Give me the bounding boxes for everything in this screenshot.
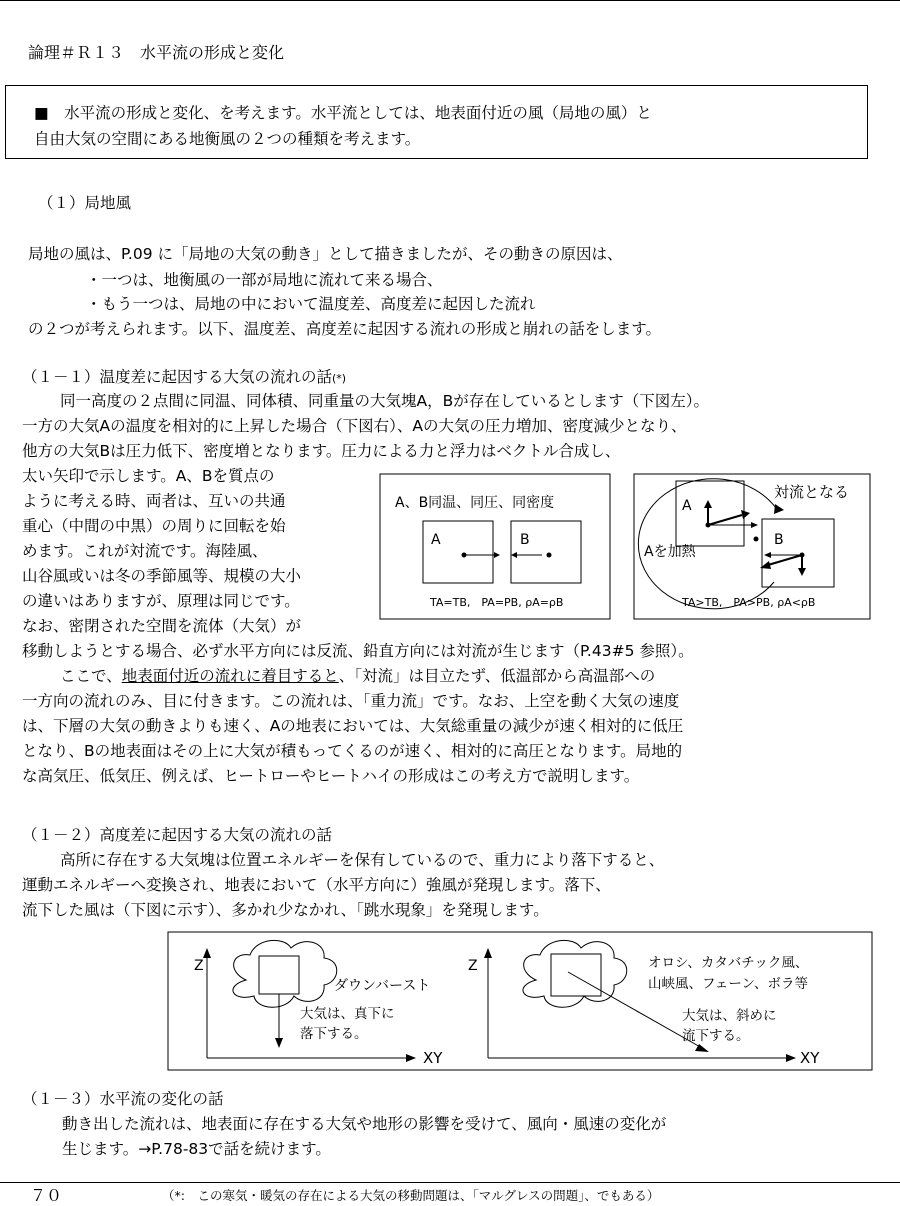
cloud-left bbox=[233, 940, 337, 1007]
air-parcel-right bbox=[551, 954, 601, 996]
section-1-1-line-2: 一方の大気Aの温度を相対的に上昇した場合（下図右）、Aの大気の圧力増加、密度減少となり、 bbox=[22, 417, 687, 435]
heating-label: Aを加熱 bbox=[644, 544, 696, 560]
section-1-1-wrap-4: めます。これが対流です。海陸風、 bbox=[22, 542, 268, 560]
xy-axis-left-head bbox=[406, 1054, 416, 1062]
footnote: （*: この寒気・暖気の存在による大気の移動問題は、「マルグレスの問題」、でもある） bbox=[162, 1188, 660, 1203]
resultant-arrow-a-head bbox=[741, 510, 750, 519]
section-1-1-line-9: な高気圧、低気圧、例えば、ヒートローやヒートハイの形成はこの考え方で説明します。 bbox=[22, 767, 640, 785]
section-1-1-line-4: 移動しようとする場合、必ず水平方向には反流、鉛直方向には対流が生じます（P.43#5 参照）。 bbox=[22, 642, 694, 660]
intro-line-2: 自由大気の空間にある地衡風の２つの種類を考えます。 bbox=[34, 130, 421, 148]
common-center bbox=[754, 537, 759, 542]
air-parcel-left bbox=[259, 956, 299, 994]
bottom-rule bbox=[0, 1182, 900, 1183]
z-axis-left-label: Z bbox=[194, 958, 204, 974]
section-1-1-wrap-5: 山谷風或いは冬の季節風等、規模の大小 bbox=[22, 567, 302, 585]
xy-axis-right-label: XY bbox=[800, 1049, 820, 1067]
section-1-bullet-2: ・もう一つは、局地の中において温度差、高度差に起因した流れ bbox=[86, 295, 536, 313]
z-axis-right-head bbox=[484, 948, 492, 958]
mass-point-a bbox=[462, 553, 467, 558]
xy-axis-right-head bbox=[786, 1054, 796, 1062]
box-b bbox=[511, 521, 581, 583]
heated-box-a-label: A bbox=[682, 498, 692, 514]
resultant-arrow-b bbox=[768, 555, 802, 565]
section-1-2-heading: （１－２）高度差に起因する大気の流れの話 bbox=[22, 826, 333, 844]
underlined-focus: 地表面付近の流れに着目すると bbox=[121, 667, 339, 685]
section-1-para-2: の２つが考えられます。以下、温度差、高度差に起因する流れの形成と崩れの話をします。 bbox=[28, 320, 662, 338]
falling-air-figure bbox=[166, 930, 876, 1075]
section-1-3-line-1: 動き出した流れは、地表面に存在する大気や地形の影響を受けて、風向・風速の変化が bbox=[62, 1115, 667, 1133]
section-1-2-line-2: 運動エネルギーへ変換され、地表において（水平方向に）強風が発現します。落下、 bbox=[22, 876, 611, 894]
right-panel-caption: TA>TB, PA>PB, ρA<ρB bbox=[682, 596, 816, 609]
arrow-b-to-a-head bbox=[511, 552, 517, 558]
footnote-mark: (*) bbox=[332, 372, 347, 385]
fall-caption-2: 落下する。 bbox=[300, 1026, 368, 1042]
section-1-1-line-6: 一方向の流れのみ、目に付きます。この流れは、「重力流」です。なお、上空を動く大気の速度 bbox=[22, 692, 680, 710]
box-b-right-label: B bbox=[774, 532, 784, 548]
left-panel-caption: TA=TB, PA=PB, ρA=ρB bbox=[430, 596, 564, 609]
section-1-1-wrap-2: ように考える時、両者は、互いの共通 bbox=[22, 492, 286, 510]
downburst-label: ダウンバースト bbox=[334, 978, 431, 994]
convection-figure bbox=[378, 470, 878, 625]
section-1-1-wrap-6: の違いはありますが、原理は同じです。 bbox=[22, 592, 300, 610]
top-rule bbox=[0, 0, 900, 1]
left-panel-title: A、B同温、同圧、同密度 bbox=[395, 495, 555, 511]
page-title: 論理＃Ｒ１３ 水平流の形成と変化 bbox=[28, 43, 285, 62]
z-axis-right-label: Z bbox=[468, 958, 478, 974]
box-a-label: A bbox=[431, 532, 441, 548]
section-1-1-line-7: は、下層の大気の動きよりも速く、Aの地表においては、大気総重量の減少が速く相対的に低圧 bbox=[22, 717, 684, 735]
box-b-right bbox=[762, 519, 834, 587]
section-1-bullet-1: ・一つは、地衡風の一部が局地に流れて来る場合、 bbox=[86, 271, 443, 289]
fall-arrow-head bbox=[275, 1038, 283, 1048]
buoyancy-arrow-a-head bbox=[704, 500, 712, 508]
box-a bbox=[423, 521, 493, 583]
line-5-tail: 、「対流」は目立たず、低温部から高温部への bbox=[338, 667, 656, 685]
local-winds-line-2: 山峡風、フェーン、ボラ等 bbox=[648, 976, 808, 992]
section-1-1-heading bbox=[22, 365, 346, 387]
pressure-arrow-a-head bbox=[751, 522, 758, 528]
weight-arrow-b-head bbox=[798, 568, 806, 576]
line-5-lead: ここで、 bbox=[60, 667, 122, 685]
convection-loop-head bbox=[774, 504, 784, 514]
intro-line-1: ■ 水平流の形成と変化、を考えます。水平流としては、地表面付近の風（局地の風）と bbox=[34, 104, 652, 122]
slope-caption-1: 大気は、斜めに bbox=[682, 1008, 777, 1024]
section-1-1-line-3: 他方の大気Bは圧力低下、密度増となります。圧力による力と浮力はベクトル合成し、 bbox=[22, 442, 621, 460]
section-1-3-line-2: 生じます。→P.78-83で話を続けます。 bbox=[62, 1140, 331, 1158]
section-1-1-line-1: 同一高度の２点間に同温、同体積、同重量の大気塊A，Bが存在しているとします（下図左）。 bbox=[60, 392, 709, 410]
convection-label: 対流となる bbox=[774, 483, 850, 501]
section-1-1-wrap-1: 太い矢印で示します。A、Bを質点の bbox=[22, 467, 275, 485]
arrow-a-to-b-head bbox=[494, 552, 500, 558]
fall-caption-1: 大気は、真下に bbox=[300, 1006, 395, 1022]
section-1-1-wrap-3: 重心（中間の中黒）の周りに回転を始 bbox=[22, 517, 286, 535]
section-1-heading: （１）局地風 bbox=[38, 194, 132, 212]
section-1-para-1: 局地の風は、P.09 に「局地の大気の動き」として描きましたが、その動きの原因は、 bbox=[28, 245, 623, 263]
section-1-1-heading-text: （１－１）温度差に起因する大気の流れの話 bbox=[22, 368, 333, 386]
section-1-2-line-1: 高所に存在する大気塊は位置エネルギーを保有しているので、重力により落下すると、 bbox=[60, 851, 665, 869]
box-b-label: B bbox=[520, 532, 530, 548]
slope-caption-2: 流下する。 bbox=[682, 1028, 750, 1044]
page-number: ７０ bbox=[30, 1186, 63, 1205]
section-1-1-line-5 bbox=[60, 664, 655, 686]
resultant-arrow-a bbox=[708, 515, 742, 525]
local-winds-line-1: オロシ、カタバチック風、 bbox=[648, 955, 809, 971]
section-1-1-wrap-7: なお、密閉された空間を流体（大気）が bbox=[22, 617, 302, 635]
section-1-1-line-8: となり、Bの地表面はその上に大気が積もってくるのが速く、相対的に高圧となります。局地的 bbox=[22, 742, 683, 760]
section-1-2-line-3: 流下した風は（下図に示す）、多かれ少なかれ、「跳水現象」を発現します。 bbox=[22, 901, 549, 919]
pressure-arrow-b-head bbox=[764, 552, 771, 558]
z-axis-left-head bbox=[203, 948, 211, 958]
xy-axis-left-label: XY bbox=[423, 1049, 443, 1067]
section-1-3-heading: （１－３）水平流の変化の話 bbox=[22, 1090, 224, 1108]
cloud-right bbox=[523, 940, 627, 1007]
mass-point-b bbox=[547, 553, 552, 558]
falling-air-frame bbox=[168, 932, 872, 1070]
